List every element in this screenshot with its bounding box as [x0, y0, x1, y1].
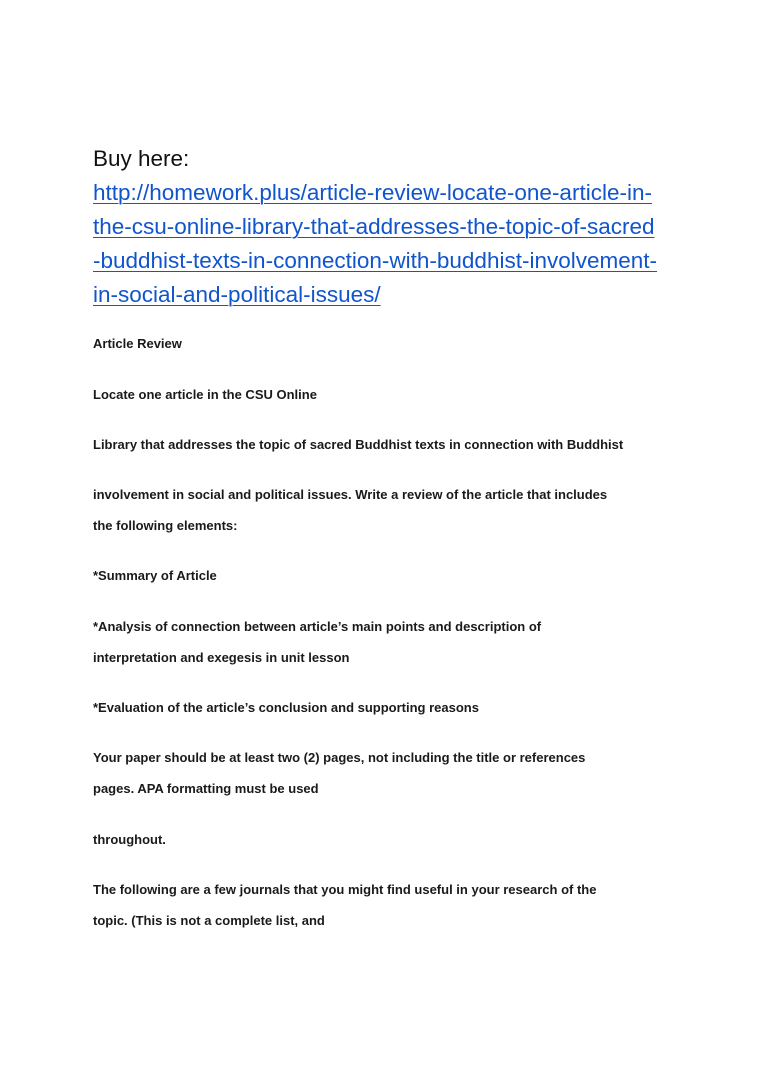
list-item-evaluation: *Evaluation of the article’s conclusion and supporting reasons	[93, 700, 479, 715]
buy-here-label: Buy here:	[93, 146, 190, 171]
product-link[interactable]	[93, 176, 683, 312]
buy-here-block	[93, 142, 683, 312]
body-text-line: Locate one article in the CSU Online	[93, 387, 317, 402]
product-link-line: the-csu-online-library-that-addresses-the-topic-of-sacred	[93, 214, 655, 239]
product-link-line: -buddhist-texts-in-connection-with-buddhist-involvement-	[93, 248, 658, 273]
body-text-line: Your paper should be at least two (2) pages, not including the title or references	[93, 750, 586, 765]
body-text-line: involvement in social and political issues. Write a review of the article that includes	[93, 487, 608, 502]
list-item-analysis: *Analysis of connection between article’s main points and description of	[93, 619, 542, 634]
document-heading: Article Review	[93, 336, 182, 351]
body-text-line: the following elements:	[93, 518, 238, 533]
body-text-line: interpretation and exegesis in unit lesson	[93, 650, 350, 665]
list-item-summary: *Summary of Article	[93, 568, 217, 583]
body-text-line: topic. (This is not a complete list, and	[93, 913, 325, 928]
product-link-line: http://homework.plus/article-review-locate-one-article-in-	[93, 180, 652, 205]
body-text-line: Library that addresses the topic of sacred Buddhist texts in connection with Buddhist	[93, 437, 624, 452]
body-text-line: The following are a few journals that you might find useful in your research of the	[93, 882, 597, 897]
body-text-line: throughout.	[93, 832, 166, 847]
body-text-line: pages. APA formatting must be used	[93, 781, 319, 796]
product-link-line: in-social-and-political-issues/	[93, 282, 381, 307]
